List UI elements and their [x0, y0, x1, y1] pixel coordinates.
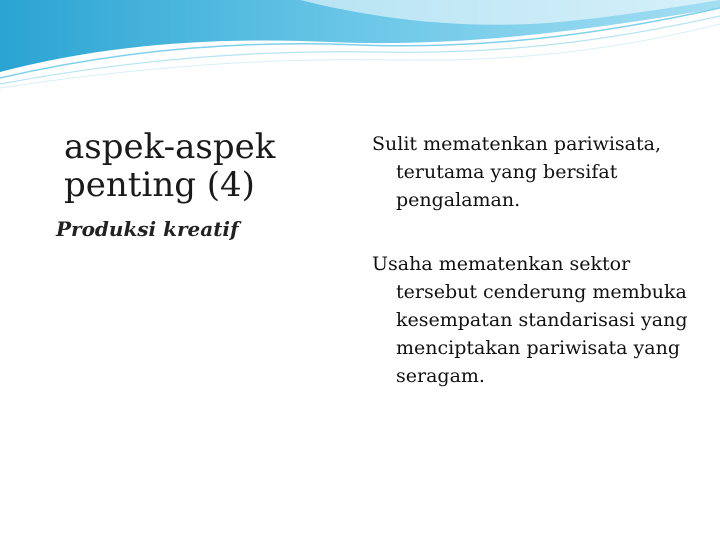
- header-wave-decoration: [0, 0, 720, 90]
- title-line: penting (4): [64, 165, 255, 205]
- slide-subtitle: Produksi kreatif: [56, 217, 239, 241]
- paragraph: Usaha mematenkan sektor tersebut cenderung membuka kesempatan standarisasi yang menciptakan pariwisata yang seragam.: [372, 253, 688, 387]
- slide-title: [64, 128, 324, 204]
- paragraph: Sulit mematenkan pariwisata, terutama yang bersifat pengalaman.: [372, 133, 661, 211]
- title-line: aspek-aspek: [64, 127, 276, 167]
- body-text: [372, 130, 692, 426]
